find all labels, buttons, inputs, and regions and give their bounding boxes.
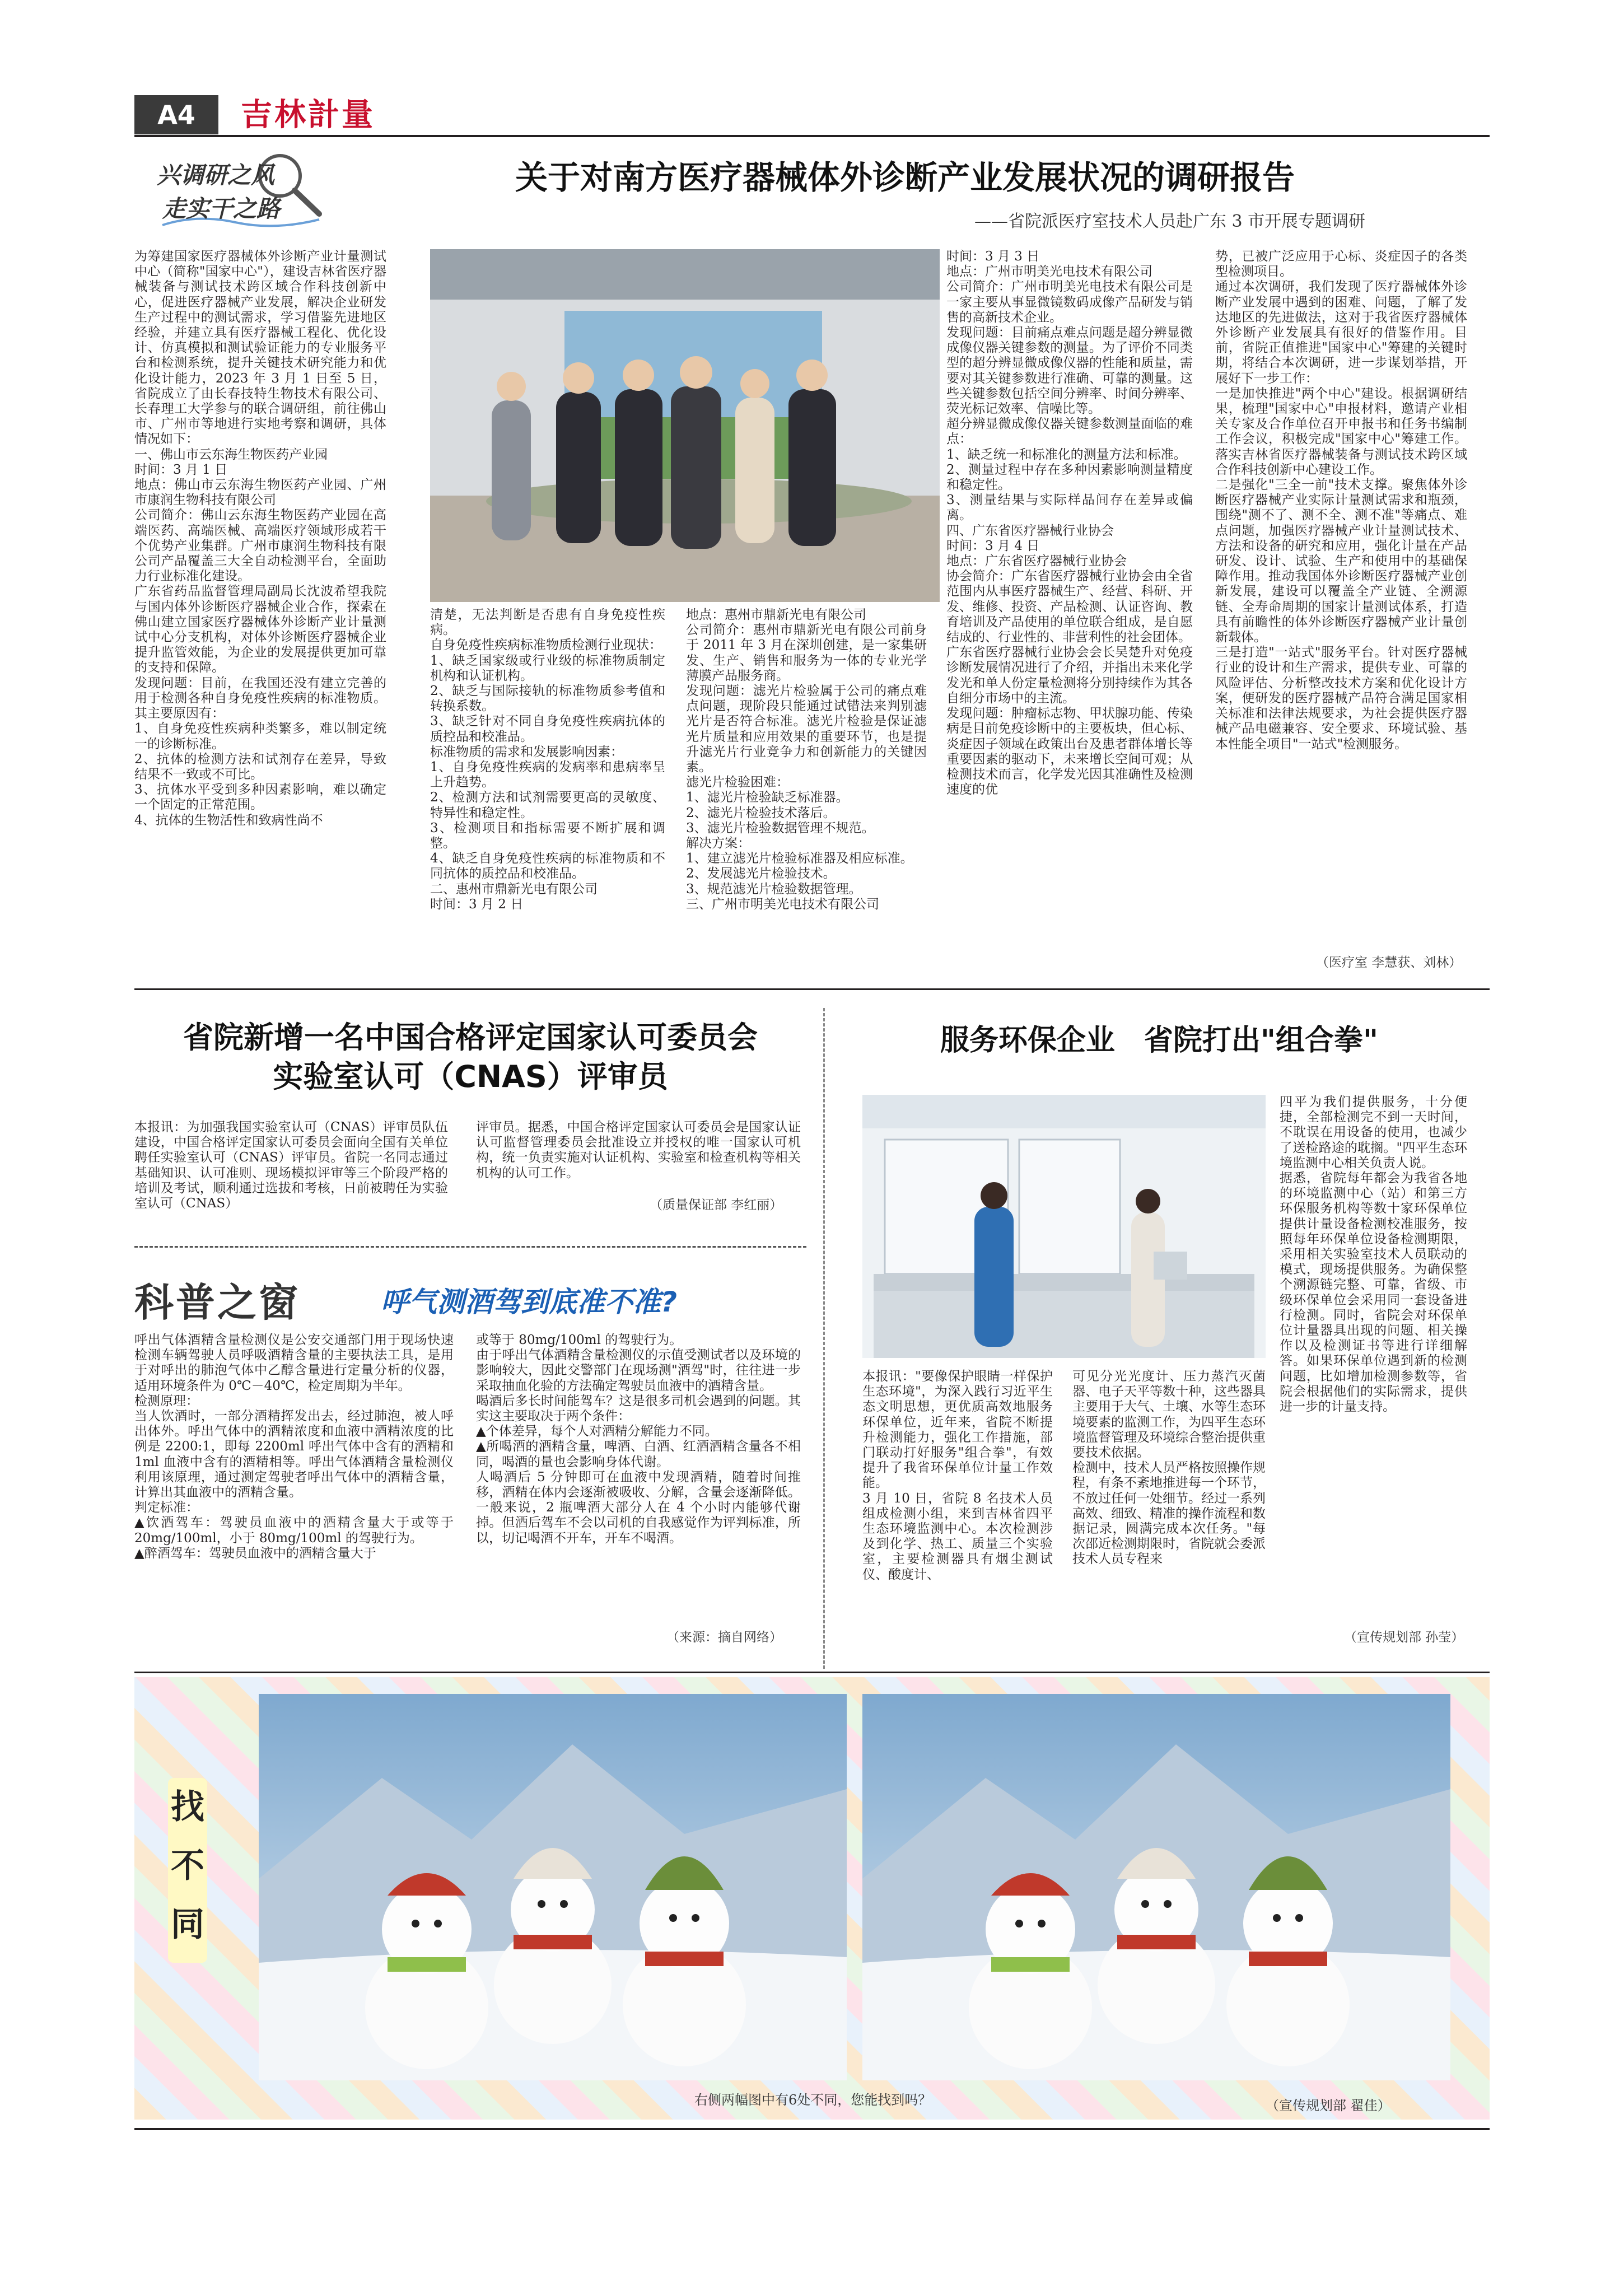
section-divider-1	[134, 988, 1490, 990]
column-tag-badge	[151, 147, 330, 231]
footer-rule	[134, 2128, 1490, 2130]
dashed-divider	[134, 1246, 806, 1248]
section-divider-2	[134, 1672, 1490, 1673]
puzzle-image-right[interactable]	[862, 1694, 1450, 2080]
puzzle-label-char-3: 同	[171, 1905, 204, 1944]
article3-top-right: 四平为我们提供服务，十分便捷，全部检测完不到一天时间，不耽误在用设备的使用，也减少了送检路途的耽搁。"四平生态环境监测中心相关负责人说。 据悉，省院每年都会为我省各地的环境监测中心（站）和第三方环保服务机构等数十家环保单位提供计量设备检测校准服务，按照每年环保单位设备检测期限，采用相关实验室技术人员联动的模式，现场提供服务。为确保整个溯源链完整、可靠，省级、市级环保单位会采用同一套设备进行检测。同时，省院会对环保单位计量器具出现的问题、相关操作以及检测证书等进行详细解答。如果环保单位遇到新的检测问题，比如增加检测参数等，省院会根据他们的实际需求，提供进一步的计量支持。	[1280, 1095, 1467, 1415]
article1-col5: 势，已被广泛应用于心标、炎症因子的各类型检测项目。 通过本次调研，我们发现了医疗器械体外诊断产业发展中遇到的困难、问题，了解了发达地区的先进做法，这对于我省医疗器械体外诊断产业发展具有很好的借鉴作用。目前，省院正值推进"国家中心"筹建的关键时期，将结合本次调研，进一步谋划举措，开展好下一步工作： 一是加快推进"两个中心"建设。根据调研结果，梳理"国家中心"申报材料，邀请产业相关专家及合作单位召开申报书和任务书编制工作会议，积极完成"国家中心"筹建工作。落实吉林省医疗器械装备与测试技术跨区域合作科技创新中心建设工作。 二是强化"三全一前"技术支撑。聚焦体外诊断医疗器械产业实际计量测试需求和瓶颈，围绕"测不了、测不全、测不准"等痛点、难点问题，加强医疗器械产业计量测试技术、方法和设备的研究和应用，强化计量在产品研发、设计、试验、生产和使用中的基础保障作用。推动我国体外诊断医疗器械产业创新发展，建设可以覆盖全产业链、全溯源链、全寿命周期的国家计量测试体系，打造具有前瞻性的体外诊断医疗器械产业计量创新载体。 三是打造"一站式"服务平台。针对医疗器械行业的设计和生产需求，提供专业、可靠的风险评估、分析整改技术方案和优化设计方案，便研发的医疗器械产品符合满足国家相关标准和法律法规要求，为社会提供医疗器械产品电磁兼容、安全要求、环境试验、基本性能全项目"一站式"检测服务。	[1215, 249, 1467, 752]
article4-col2: 或等于 80mg/100ml 的驾驶行为。 由于呼出气体酒精含量检测仪的示值受测试者以及环境的影响较大，因此交警部门在现场测"酒驾"时，往往进一步采取抽血化验的方法确定驾驶员血液中的酒精含量。 喝酒后多长时间能驾车？这是很多司机会遇到的问题。其实这主要取决于两个条件： ▲个体差异，每个人对酒精分解能力不同。 ▲所喝酒的酒精含量，啤酒、白酒、红酒酒精含量各不相同，喝酒的量也会影响身体代谢。 人喝酒后 5 分钟即可在血液中发现酒精，随着时间推移，酒精在体内会逐渐被吸收、分解，含量会逐渐降低。一般来说，2 瓶啤酒大部分人在 4 个小时内能够代谢掉。但酒后驾车不会以司机的自我感觉作为评判标准，所以，切记喝酒不开车，开车不喝酒。	[476, 1333, 801, 1546]
article1-col4: 时间：3 月 3 日 地点：广州市明美光电技术有限公司 公司简介：广州市明美光电技术有限公司是一家主要从事显微镜数码成像产品研发与销售的高新技术企业。 发现问题：目前痛点难点问题是超分辨显微成像仪器关键参数的测量。为了评价不同类型的超分辨显微成像仪器的性能和质量，需要对其关键参数进行准确、可靠的测量。这些关键参数包括空间分辨率、时间分辨率、荧光标记效率、信噪比等。 超分辨显微成像仪器关键参数测量面临的难点： 1、缺乏统一和标准化的测量方法和标准。 2、测量过程中存在多种因素影响测量精度和稳定性。 3、测量结果与实际样品间存在差异或偏离。 四、广东省医疗器械行业协会 时间：3 月 4 日 地点：广东省医疗器械行业协会 协会简介：广东省医疗器械行业协会由全省范围内从事医疗器械生产、经营、科研、开发、维修、投资、产品检测、认证咨询、教育培训及产品使用的单位联合组成，是自愿结成的、行业性的、非营利性的社会团体。 广东省医疗器械行业协会会长吴楚升对免疫诊断发展情况进行了介绍，并指出未来化学发光和单人份定量检测将分别持续作为其各自细分市场中的主流。 发现问题：肿瘤标志物、甲状腺功能、传染病是目前免疫诊断中的主要板块，但心标、炎症因子领域在政策出台及患者群体增长等重要因素的驱动下，未来增长空间可观；从检测技术而言，化学发光因其准确性及检测速度的优	[946, 249, 1193, 797]
article2-title-line1: 省院新增一名中国合格评定国家认可委员会	[183, 1020, 758, 1055]
paper-name: 吉林計量	[241, 96, 375, 133]
article3-title: 服务环保企业 省院打出"组合拳"	[940, 1024, 1379, 1057]
article3-col2: 可见分光光度计、压力蒸汽灭菌器、电子天平等数十种，这些器具主要用于大气、土壤、水等生态环境要素的监测工作，为四平生态环境监督管理及环境综合整治提供重要技术依据。 检测中，技术人员严格按照操作规程，有条不紊地推进每一个环节，不放过任何一处细节。经过一系列高效、细致、精准的操作流程和数据记录，圆满完成本次任务。"每次邵近检测期限时，省院就会委派技术人员专程来	[1072, 1369, 1266, 1567]
column-tag-line2: 走实干之路	[162, 195, 281, 222]
article4-author: （来源：摘自网络）	[666, 1630, 782, 1645]
header-rule	[134, 135, 1490, 137]
article2-col2: 评审员。据悉，中国合格评定国家认可委员会是国家认证认可监督管理委员会批准设立并授权的唯一国家认可机构，统一负责实施对认证机构、实验室和检查机构等相关机构的认可工作。	[476, 1120, 801, 1180]
article3-author: （宣传规划部 孙莹）	[1344, 1630, 1464, 1645]
puzzle-caption: 右侧两幅图中有6处不同，您能找到吗？	[694, 2092, 932, 2108]
group-photo	[430, 249, 940, 602]
article1-author: （医疗室 李慧获、刘林）	[1316, 955, 1462, 970]
article2-author: （质量保证部 李红丽）	[650, 1198, 783, 1212]
puzzle-author: （宣传规划部 翟佳）	[1266, 2098, 1391, 2113]
article2-col1: 本报讯：为加强我国实验室认可（CNAS）评审员队伍建设，中国合格评定国家认可委员会面向全国有关单位聘任实验室认可（CNAS）评审员。省院一名同志通过基础知识、认可准则、现场模拟评审等三个阶段严格的培训及考试，顺利通过选拔和考核，日前被聘任为实验室认可（CNAS）	[134, 1120, 448, 1211]
puzzle-frame	[134, 1677, 1490, 2120]
puzzle-label-char-1: 找	[171, 1787, 204, 1827]
article1-title: 关于对南方医疗器械体外诊断产业发展状况的调研报告	[515, 158, 1295, 197]
science-column-label: 科普之窗	[134, 1279, 300, 1325]
article1-col1: 为筹建国家医疗器械体外诊断产业计量测试中心（简称"国家中心"），建设吉林省医疗器械装备与测试技术跨区域合作科技创新中心，促进医疗器械产业发展，解决企业研发生产过程中的测试需求，学习借鉴先进地区经验，并建立具有医疗器械工程化、优化设计、仿真模拟和测试验证能力的专业服务平台和检测系统，提升关键技术研究能力和优化设计能力，2023 年 3 月 1 日至 5 日，省院成立了由长春技特生物技术有限公司、长春理工大学参与的联合调研组，前往佛山市、广州市等地进行实地考察和调研，具体情况如下： 一、佛山市云东海生物医药产业园 时间：3 月 1 日 地点：佛山市云东海生物医药产业园、广州市康润生物科技有限公司 公司简介：佛山云东海生物医药产业园在高端医药、高端医械、高端医疗领域形成若干个优势产业集群。广州市康润生物科技有限公司产品覆盖三大全自动检测平台，全面助力行业标准化建设。 广东省药品监督管理局副局长沈波希望我院与国内体外诊断医疗器械企业合作，探索在佛山建立国家医疗器械体外诊断产业计量测试中心分支机构，对体外诊断医疗器械企业提升监管效能，为企业的发展提供更加可靠的支持和保障。 发现问题：目前，在我国还没有建立完善的用于检测各种自身免疫性疾病的标准物质。其主要原因有： 1、自身免疫性疾病种类繁多，难以制定统一的诊断标准。 2、抗体的检测方法和试剂存在差异，导致结果不一致或不可比。 3、抗体水平受到多种因素影响，难以确定一个固定的正常范围。 4、抗体的生物活性和致病性尚不	[134, 249, 386, 828]
puzzle-label-box	[168, 1778, 207, 1963]
column-tag-line1: 兴调研之风	[157, 161, 275, 189]
puzzle-image-left[interactable]	[259, 1694, 847, 2080]
article4-col1: 呼出气体酒精含量检测仪是公安交通部门用于现场快速检测车辆驾驶人员呼吸酒精含量的主要执法工具，是用于对呼出的肺泡气体中乙醇含量进行定量分析的仪器，适用环境条件为 0℃－40℃，检定周期为半年。 检测原理： 当人饮酒时，一部分酒精挥发出去，经过肺泡，被人呼出体外。呼出气体中的酒精浓度和血液中酒精浓度的比例是 2200:1，即每 2200ml 呼出气体中含有的酒精和 1ml 血液中含有的酒精相等。呼出气体酒精含量检测仪利用该原理，通过测定驾驶者呼出气体中的酒精含量，计算出其血液中的酒精含量。 判定标准： ▲饮酒驾车：驾驶员血液中的酒精含量大于或等于 20mg/100ml，小于 80mg/100ml 的驾驶行为。 ▲醉酒驾车：驾驶员血液中的酒精含量大于	[134, 1333, 454, 1561]
page-header	[134, 95, 1490, 134]
puzzle-label-char-2: 不	[171, 1846, 204, 1885]
lab-photo	[862, 1095, 1266, 1358]
article2-title-line2: 实验室认可（CNAS）评审员	[273, 1059, 668, 1094]
article4-title: 呼气测酒驾到底准不准?	[381, 1286, 678, 1318]
page-number: A4	[134, 95, 218, 134]
article1-col3: 地点：惠州市鼎新光电有限公司 公司简介：惠州市鼎新光电有限公司前身于 2011 年 3 月在深圳创建，是一家集研发、生产、销售和服务为一体的专业光学薄膜产品服务商。 发现问题：滤光片检验属于公司的痛点难点问题，现阶段只能通过试错法来判别滤光片是否符合标准。滤光片检验是保证滤光片质量和应用效果的重要环节，也是提升滤光片行业竞争力和创新能力的关键因素。 滤光片检验困难： 1、滤光片检验缺乏标准器。 2、滤光片检验技术落后。 3、滤光片检验数据管理不规范。 解决方案： 1、建立滤光片检验标准器及相应标准。 2、发展滤光片检验技术。 3、规范滤光片检验数据管理。 三、广州市明美光电技术有限公司	[686, 608, 927, 912]
article3-col1: 本报讯："要像保护眼睛一样保护生态环境"，为深入践行习近平生态文明思想，更优质高效地服务环保单位，近年来，省院不断提升检测能力，强化工作措施，部门联动打好服务"组合拳"，有效提升了我省环保单位计量工作效能。 3 月 10 日，省院 8 名技术人员组成检测小组，来到吉林省四平生态环境监测中心。本次检测涉及到化学、热工、质量三个实验室，主要检测器具有烟尘测试仪、酸度计、	[862, 1369, 1053, 1582]
article1-subtitle: ——省院派医疗室技术人员赴广东 3 市开展专题调研	[974, 212, 1366, 231]
vertical-divider	[823, 1008, 825, 1669]
article1-col2: 清楚，无法判断是否患有自身免疫性疾病。 自身免疫性疾病标准物质检测行业现状： 1、缺乏国家级或行业级的标准物质制定机构和认证机构。 2、缺乏与国际接轨的标准物质参考值和转换系数。 3、缺乏针对不同自身免疫性疾病抗体的质控品和校准品。 标准物质的需求和发展影响因素： 1、自身免疫性疾病的发病率和患病率呈上升趋势。 2、检测方法和试剂需要更高的灵敏度、特异性和稳定性。 3、检测项目和指标需要不断扩展和调整。 4、缺乏自身免疫性疾病的标准物质和不同抗体的质控品和校准品。 二、惠州市鼎新光电有限公司 时间：3 月 2 日	[430, 608, 665, 912]
